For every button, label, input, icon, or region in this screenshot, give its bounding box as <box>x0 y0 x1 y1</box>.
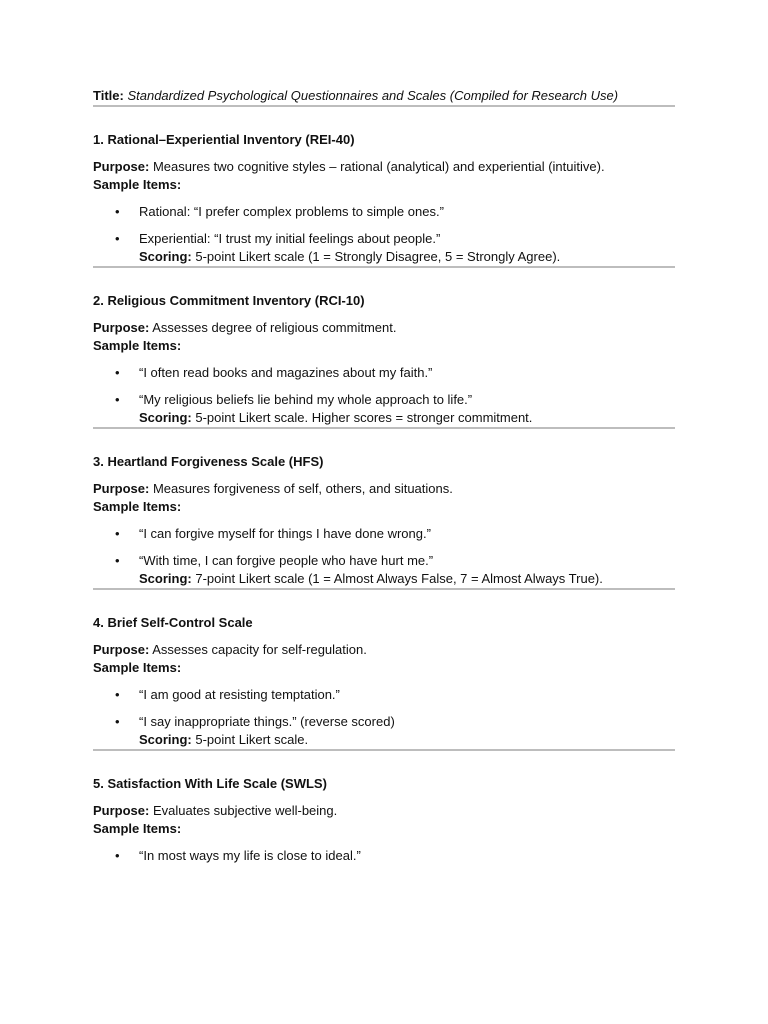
sample-items-list <box>93 525 675 570</box>
document-title <box>93 87 675 105</box>
sections-container <box>93 131 675 865</box>
scoring-label: Scoring: <box>139 410 192 425</box>
purpose-text: Assesses degree of religious commitment. <box>152 320 397 335</box>
scoring-label: Scoring: <box>139 732 192 747</box>
list-item <box>93 391 675 409</box>
bullet-icon: • <box>115 687 120 702</box>
purpose-line <box>93 641 675 659</box>
section-divider <box>93 588 675 590</box>
sample-items-label-text: Sample Items: <box>93 499 182 514</box>
scoring-label: Scoring: <box>139 571 192 586</box>
section-heading: 3. Heartland Forgiveness Scale (HFS) <box>93 454 324 469</box>
bullet-icon: • <box>115 392 120 407</box>
list-item-text: “I often read books and magazines about my faith.” <box>139 365 433 380</box>
sample-items-label-text: Sample Items: <box>93 338 182 353</box>
list-item <box>93 686 675 704</box>
purpose-label: Purpose: <box>93 320 150 335</box>
list-item-text: “My religious beliefs lie behind my whole approach to life.” <box>139 392 473 407</box>
section-divider <box>93 266 675 268</box>
bullet-icon: • <box>115 231 120 246</box>
section-divider <box>93 427 675 429</box>
scoring-text: 7-point Likert scale (1 = Almost Always False, 7 = Almost Always True). <box>195 571 603 586</box>
sample-items-label <box>93 176 675 194</box>
list-item-text: Rational: “I prefer complex problems to simple ones.” <box>139 204 444 219</box>
sample-items-label-text: Sample Items: <box>93 660 182 675</box>
list-item <box>93 230 675 248</box>
purpose-text: Measures two cognitive styles – rational (analytical) and experiential (intuitive). <box>152 159 605 174</box>
bullet-icon: • <box>115 204 120 219</box>
list-item <box>93 847 675 865</box>
list-item-text: “In most ways my life is close to ideal.” <box>139 848 361 863</box>
purpose-line <box>93 319 675 337</box>
bullet-icon: • <box>115 848 120 863</box>
title-text: Standardized Psychological Questionnaires and Scales (Compiled for Research Use) <box>127 88 619 103</box>
list-item <box>93 364 675 382</box>
section-heading: 4. Brief Self-Control Scale <box>93 615 253 630</box>
bullet-icon: • <box>115 526 120 541</box>
scoring-line <box>93 248 675 266</box>
list-item-text: Experiential: “I trust my initial feelings about people.” <box>139 231 441 246</box>
list-item-text: “I am good at resisting temptation.” <box>139 687 340 702</box>
list-item <box>93 713 675 731</box>
list-item <box>93 552 675 570</box>
section-divider <box>93 749 675 751</box>
section-heading: 2. Religious Commitment Inventory (RCI-10) <box>93 293 365 308</box>
scoring-line <box>93 570 675 588</box>
section-heading: 1. Rational–Experiential Inventory (REI-40) <box>93 132 355 147</box>
section-5 <box>93 775 675 865</box>
purpose-text: Assesses capacity for self-regulation. <box>152 642 367 657</box>
purpose-text: Measures forgiveness of self, others, and situations. <box>152 481 453 496</box>
section-2 <box>93 292 675 429</box>
list-item <box>93 203 675 221</box>
scoring-text: 5-point Likert scale (1 = Strongly Disagree, 5 = Strongly Agree). <box>195 249 561 264</box>
purpose-line <box>93 158 675 176</box>
scoring-text: 5-point Likert scale. <box>195 732 309 747</box>
title-label: Title: <box>93 88 124 103</box>
list-item <box>93 525 675 543</box>
purpose-label: Purpose: <box>93 642 150 657</box>
bullet-icon: • <box>115 553 120 568</box>
bullet-icon: • <box>115 365 120 380</box>
section-4 <box>93 614 675 751</box>
sample-items-label <box>93 498 675 516</box>
sample-items-label <box>93 337 675 355</box>
purpose-text: Evaluates subjective well-being. <box>152 803 338 818</box>
sample-items-label <box>93 659 675 677</box>
sample-items-label <box>93 820 675 838</box>
section-heading: 5. Satisfaction With Life Scale (SWLS) <box>93 776 327 791</box>
sample-items-label-text: Sample Items: <box>93 821 182 836</box>
purpose-label: Purpose: <box>93 481 150 496</box>
purpose-line <box>93 480 675 498</box>
purpose-label: Purpose: <box>93 803 150 818</box>
scoring-line <box>93 409 675 427</box>
scoring-label: Scoring: <box>139 249 192 264</box>
sample-items-list <box>93 686 675 731</box>
list-item-text: “I say inappropriate things.” (reverse scored) <box>139 714 395 729</box>
bullet-icon: • <box>115 714 120 729</box>
document-page <box>93 87 675 874</box>
sample-items-list <box>93 847 675 865</box>
sample-items-list <box>93 364 675 409</box>
title-divider <box>93 105 675 107</box>
sample-items-label-text: Sample Items: <box>93 177 182 192</box>
list-item-text: “I can forgive myself for things I have done wrong.” <box>139 526 431 541</box>
scoring-text: 5-point Likert scale. Higher scores = stronger commitment. <box>195 410 533 425</box>
list-item-text: “With time, I can forgive people who have hurt me.” <box>139 553 434 568</box>
purpose-line <box>93 802 675 820</box>
section-1 <box>93 131 675 268</box>
scoring-line <box>93 731 675 749</box>
section-3 <box>93 453 675 590</box>
purpose-label: Purpose: <box>93 159 150 174</box>
sample-items-list <box>93 203 675 248</box>
